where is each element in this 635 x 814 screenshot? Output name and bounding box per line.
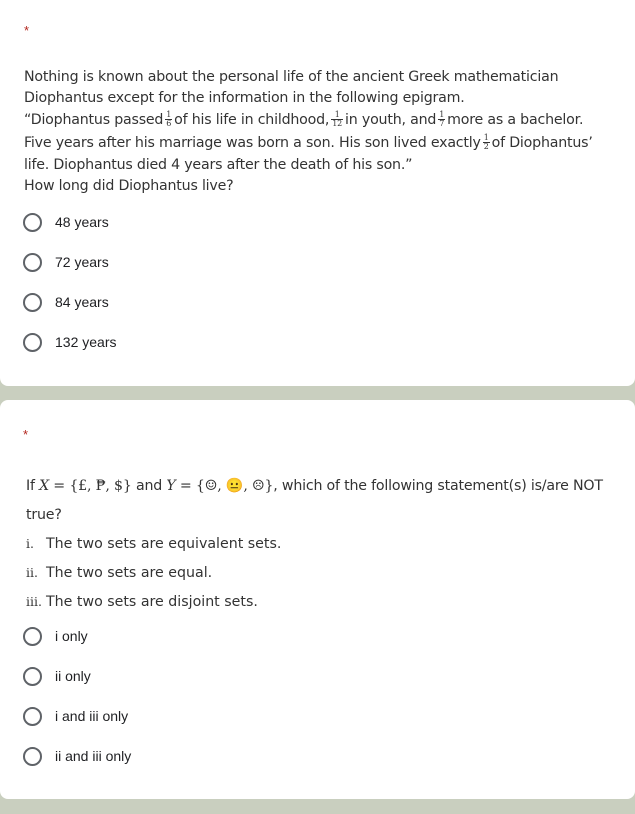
text-segment: If — [26, 478, 40, 494]
fraction-denominator: 7 — [439, 118, 445, 128]
fraction-one-twelfth — [331, 111, 343, 128]
fraction-denominator: 2 — [483, 141, 489, 151]
question-card-1 — [0, 0, 635, 386]
fraction-one-seventh — [438, 111, 445, 128]
option-label: 84 years — [55, 294, 109, 310]
option-i-only[interactable] — [23, 625, 88, 647]
statement-ii — [26, 565, 212, 581]
required-asterisk: * — [24, 23, 30, 38]
option-ii-only[interactable] — [23, 665, 91, 687]
question-text-line — [24, 109, 625, 132]
text-segment: more as a bachelor. — [447, 112, 584, 128]
statement-text: The two sets are disjoint sets. — [46, 594, 258, 610]
option-label: 72 years — [55, 254, 109, 270]
option-132-years[interactable] — [23, 331, 116, 353]
question-text-line — [24, 132, 625, 155]
question-text-line: Nothing is known about the personal life of the ancient Greek mathematician — [24, 69, 559, 85]
fraction-one-sixth — [165, 111, 172, 128]
statement-numeral: iii. — [26, 594, 42, 609]
option-72-years[interactable] — [23, 251, 109, 273]
statement-i — [26, 536, 281, 552]
statement-iii — [26, 594, 258, 610]
option-ii-and-iii-only[interactable] — [23, 745, 131, 767]
question-text-line — [26, 472, 625, 501]
text-segment: “Diophantus passed — [24, 112, 164, 128]
set-y-elements: {☺, 😐, ☹} — [195, 478, 274, 494]
question-2-text — [26, 472, 625, 530]
radio-button[interactable] — [23, 707, 42, 726]
set-variable-y: Y — [166, 478, 176, 494]
required-asterisk: * — [23, 427, 29, 442]
radio-button[interactable] — [23, 253, 42, 272]
text-segment: of Diophantus’ — [491, 135, 593, 151]
text-segment: Five years after his marriage was born a son. His son lived exactly — [24, 135, 481, 151]
option-label: 132 years — [55, 334, 117, 350]
option-label: 48 years — [55, 214, 109, 230]
statement-numeral: i. — [26, 536, 34, 551]
question-card-2 — [0, 400, 635, 799]
question-text-line: true? — [26, 507, 62, 523]
question-text-line: life. Diophantus died 4 years after the death of his son.” — [24, 157, 413, 173]
fraction-one-half — [483, 134, 490, 151]
option-84-years[interactable] — [23, 291, 109, 313]
option-label: i and iii only — [55, 708, 129, 724]
option-label: ii and iii only — [55, 748, 132, 764]
text-segment: = — [175, 478, 196, 494]
statement-numeral: ii. — [26, 565, 38, 580]
radio-button[interactable] — [23, 667, 42, 686]
fraction-numerator: 1 — [331, 111, 343, 120]
text-segment: of his life in childhood, — [174, 112, 330, 128]
set-x-elements: {£, ₱, $} — [69, 478, 132, 494]
fraction-numerator: 1 — [166, 109, 172, 119]
statement-text: The two sets are equal. — [46, 565, 213, 581]
fraction-numerator: 1 — [439, 109, 445, 119]
fraction-denominator: 12 — [332, 118, 343, 128]
text-segment: in youth, and — [345, 112, 437, 128]
question-text-line: Diophantus except for the information in the following epigram. — [24, 90, 465, 106]
text-segment: = — [49, 478, 70, 494]
radio-button[interactable] — [23, 747, 42, 766]
radio-button[interactable] — [23, 333, 42, 352]
radio-button[interactable] — [23, 293, 42, 312]
radio-button[interactable] — [23, 627, 42, 646]
option-i-and-iii-only[interactable] — [23, 705, 128, 727]
fraction-denominator: 6 — [166, 118, 172, 128]
text-segment: , which of the following statement(s) is/are NOT — [273, 478, 603, 494]
set-variable-x: X — [39, 478, 49, 494]
option-label: i only — [55, 628, 88, 644]
question-1-text — [24, 67, 625, 197]
option-label: ii only — [55, 668, 91, 684]
radio-button[interactable] — [23, 213, 42, 232]
option-48-years[interactable] — [23, 211, 109, 233]
text-segment: and — [131, 478, 167, 494]
statement-text: The two sets are equivalent sets. — [46, 536, 282, 552]
question-text-line: How long did Diophantus live? — [24, 178, 234, 194]
fraction-numerator: 1 — [483, 132, 489, 142]
